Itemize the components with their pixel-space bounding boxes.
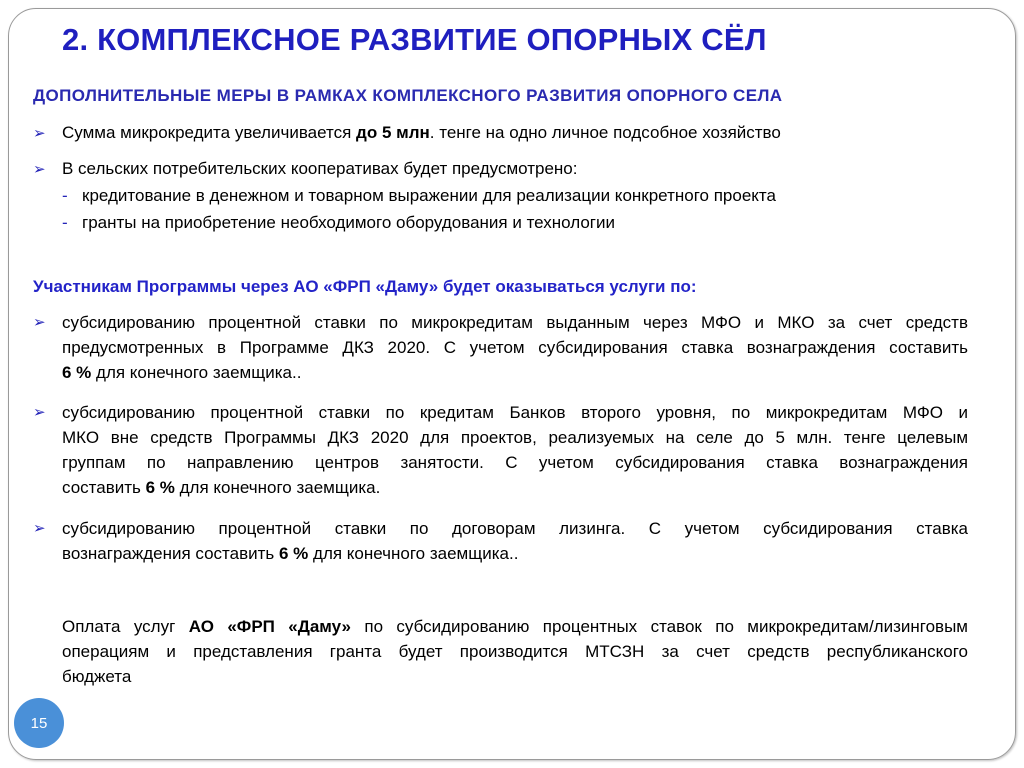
measure-item-1-text: Сумма микрокредита увеличивается <box>62 123 357 142</box>
sub-item-2 <box>62 211 615 235</box>
service-item-1-rate: 6 % <box>62 363 92 382</box>
service-item-3-tail: для конечного заемщика.. <box>308 544 519 563</box>
payment-line-2: операциям и представления гранта будет производится МТСЗН за счет средств республиканского <box>62 642 968 661</box>
sub-item-2-text: гранты на приобретение необходимого оборудования и технологии <box>82 213 615 232</box>
service-item-2-tail: для конечного заемщика. <box>174 478 381 497</box>
service-item-3-line-1: субсидированию процентной ставки по договорам лизинга. С учетом субсидирования ставка <box>62 519 968 538</box>
slide-title: 2. КОМПЛЕКСНОЕ РАЗВИТИЕ ОПОРНЫХ СЁЛ <box>62 22 767 57</box>
services-heading: Участникам Программы через АО «ФРП «Даму» будет оказываться услуги по: <box>33 277 697 296</box>
measure-item-1-tail: . тенге на одно личное подсобное хозяйство <box>429 123 781 142</box>
service-item-3-line-2 <box>62 541 968 566</box>
service-item-3-rate: 6 % <box>279 544 309 563</box>
arrow-bullet-icon: ➢ <box>33 160 46 178</box>
arrow-bullet-icon: ➢ <box>33 313 46 331</box>
service-item-3 <box>62 516 968 566</box>
service-item-2-lead: составить <box>62 478 146 497</box>
service-item-2-line-1: субсидированию процентной ставки по кредитам Банков второго уровня, по микрокредитам МФО и <box>62 403 968 422</box>
service-item-3-lead: вознаграждения составить <box>62 544 279 563</box>
payment-line-3: бюджета <box>62 667 132 686</box>
payment-org: АО «ФРП «Даму» <box>188 617 351 636</box>
payment-line-1 <box>62 614 968 639</box>
measure-item-1-bold: до 5 млн <box>356 123 430 142</box>
service-item-2-line-2: МКО вне средств Программы ДКЗ 2020 для проектов, реализуемых на селе до 5 млн. тенге целевым <box>62 428 968 447</box>
sub-item-1 <box>62 184 776 208</box>
payment-lead: Оплата услуг <box>62 617 189 636</box>
service-item-1-line-1: субсидированию процентной ставки по микрокредитам выданным через МФО и МКО за счет средств <box>62 313 968 332</box>
service-item-2-rate: 6 % <box>145 478 175 497</box>
arrow-bullet-icon: ➢ <box>33 519 46 537</box>
service-item-2 <box>62 400 968 500</box>
service-item-1-line-3 <box>62 360 968 385</box>
payment-paragraph <box>62 614 968 689</box>
service-item-2-line-3: группам по направлению центров занятости. С учетом субсидирования ставка вознаграждения <box>62 453 968 472</box>
service-item-1 <box>62 310 968 385</box>
measure-item-2-text: В сельских потребительских кооперативах будет предусмотрено: <box>62 159 578 178</box>
slide-subtitle: ДОПОЛНИТЕЛЬНЫЕ МЕРЫ В РАМКАХ КОМПЛЕКСНОГО РАЗВИТИЯ ОПОРНОГО СЕЛА <box>33 86 783 105</box>
service-item-1-line-2: предусмотренных в Программе ДКЗ 2020. С учетом субсидирования ставка вознаграждения составить <box>62 338 968 357</box>
payment-line-1-tail: по субсидированию процентных ставок по микрокредитам/лизинговым <box>350 617 968 636</box>
service-item-2-line-4 <box>62 475 968 500</box>
page-number-badge: 15 <box>14 698 64 748</box>
dash-marker: - <box>62 186 68 205</box>
arrow-bullet-icon: ➢ <box>33 403 46 421</box>
sub-item-1-text: кредитование в денежном и товарном выражении для реализации конкретного проекта <box>82 186 776 205</box>
service-item-1-tail: для конечного заемщика.. <box>91 363 302 382</box>
dash-marker: - <box>62 213 68 232</box>
arrow-bullet-icon: ➢ <box>33 124 46 142</box>
